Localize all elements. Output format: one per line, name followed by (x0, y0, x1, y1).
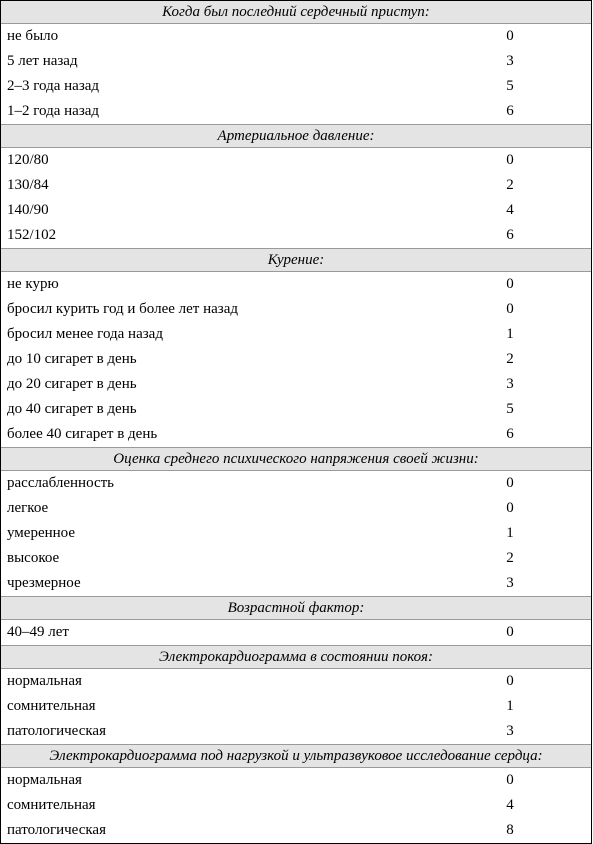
row-score: 3 (506, 53, 514, 69)
table-row (1, 768, 591, 793)
row-label: расслабленность (7, 475, 114, 491)
table-row (1, 148, 591, 173)
section-smoking (1, 249, 591, 448)
row-label: не курю (7, 276, 59, 292)
row-label: патологическая (7, 723, 106, 739)
row-label: 5 лет назад (7, 53, 78, 69)
table-row (1, 521, 591, 546)
row-score: 4 (506, 202, 514, 218)
table-row (1, 719, 591, 744)
table-row (1, 223, 591, 248)
section-stress (1, 448, 591, 597)
table-row (1, 49, 591, 74)
row-label: 152/102 (7, 227, 57, 243)
section-blood-pressure (1, 125, 591, 249)
section-heading: Курение: (1, 249, 591, 272)
table-row (1, 546, 591, 571)
table-row (1, 471, 591, 496)
row-label: нормальная (7, 772, 82, 788)
row-score: 0 (506, 276, 514, 292)
row-score: 1 (506, 525, 514, 541)
row-score: 6 (506, 426, 514, 442)
row-label: до 10 сигарет в день (7, 351, 137, 367)
section-heart-attack (1, 1, 591, 125)
row-score: 8 (506, 822, 514, 838)
table-row (1, 372, 591, 397)
section-ecg-load (1, 745, 591, 843)
row-label: до 40 сигарет в день (7, 401, 137, 417)
row-score: 4 (506, 797, 514, 813)
table-row (1, 620, 591, 645)
table-row (1, 669, 591, 694)
table-row (1, 793, 591, 818)
row-score: 6 (506, 103, 514, 119)
row-score: 5 (506, 78, 514, 94)
row-label: бросил курить год и более лет назад (7, 301, 239, 317)
section-heading: Оценка среднего психического напряжения своей жизни: (1, 448, 591, 471)
row-label: 40–49 лет (7, 624, 69, 640)
table-row (1, 272, 591, 297)
row-label: до 20 сигарет в день (7, 376, 137, 392)
table-row (1, 99, 591, 124)
table-row (1, 571, 591, 596)
section-heading: Электрокардиограмма в состоянии покоя: (1, 646, 591, 669)
row-score: 0 (506, 624, 514, 640)
row-score: 0 (506, 301, 514, 317)
row-label: 130/84 (7, 177, 49, 193)
row-label: 2–3 года назад (7, 78, 100, 94)
table-row (1, 347, 591, 372)
row-score: 0 (506, 475, 514, 491)
section-heading: Артериальное давление: (1, 125, 591, 148)
table-row (1, 397, 591, 422)
row-score: 1 (506, 698, 514, 714)
row-label: чрезмерное (7, 575, 81, 591)
section-heading: Когда был последний сердечный приступ: (1, 1, 591, 24)
section-heading: Возрастной фактор: (1, 597, 591, 620)
row-score: 2 (506, 550, 514, 566)
row-label: бросил менее года назад (7, 326, 163, 342)
row-score: 1 (506, 326, 514, 342)
section-age (1, 597, 591, 646)
row-label: 120/80 (7, 152, 49, 168)
row-label: патологическая (7, 822, 106, 838)
table-row (1, 198, 591, 223)
row-label: сомнительная (7, 797, 96, 813)
row-label: не было (7, 28, 59, 44)
table-row (1, 694, 591, 719)
row-label: легкое (7, 500, 49, 516)
table-row (1, 173, 591, 198)
row-label: умеренное (7, 525, 76, 541)
section-ecg-rest (1, 646, 591, 745)
row-label: более 40 сигарет в день (7, 426, 158, 442)
table-row (1, 74, 591, 99)
table-row (1, 297, 591, 322)
row-label: нормальная (7, 673, 82, 689)
table-row (1, 496, 591, 521)
row-label: высокое (7, 550, 60, 566)
row-score: 2 (506, 351, 514, 367)
row-score: 3 (506, 376, 514, 392)
row-score: 2 (506, 177, 514, 193)
row-label: 1–2 года назад (7, 103, 100, 119)
row-score: 3 (506, 723, 514, 739)
row-label: 140/90 (7, 202, 49, 218)
row-score: 0 (506, 772, 514, 788)
table-row (1, 24, 591, 49)
row-score: 5 (506, 401, 514, 417)
table-row (1, 322, 591, 347)
row-score: 6 (506, 227, 514, 243)
row-score: 0 (506, 500, 514, 516)
row-label: сомнительная (7, 698, 96, 714)
table-row (1, 818, 591, 843)
section-heading: Электрокардиограмма под нагрузкой и ультразвуковое исследование сердца: (1, 745, 591, 768)
row-score: 0 (506, 152, 514, 168)
row-score: 0 (506, 28, 514, 44)
row-score: 0 (506, 673, 514, 689)
row-score: 3 (506, 575, 514, 591)
table-row (1, 422, 591, 447)
